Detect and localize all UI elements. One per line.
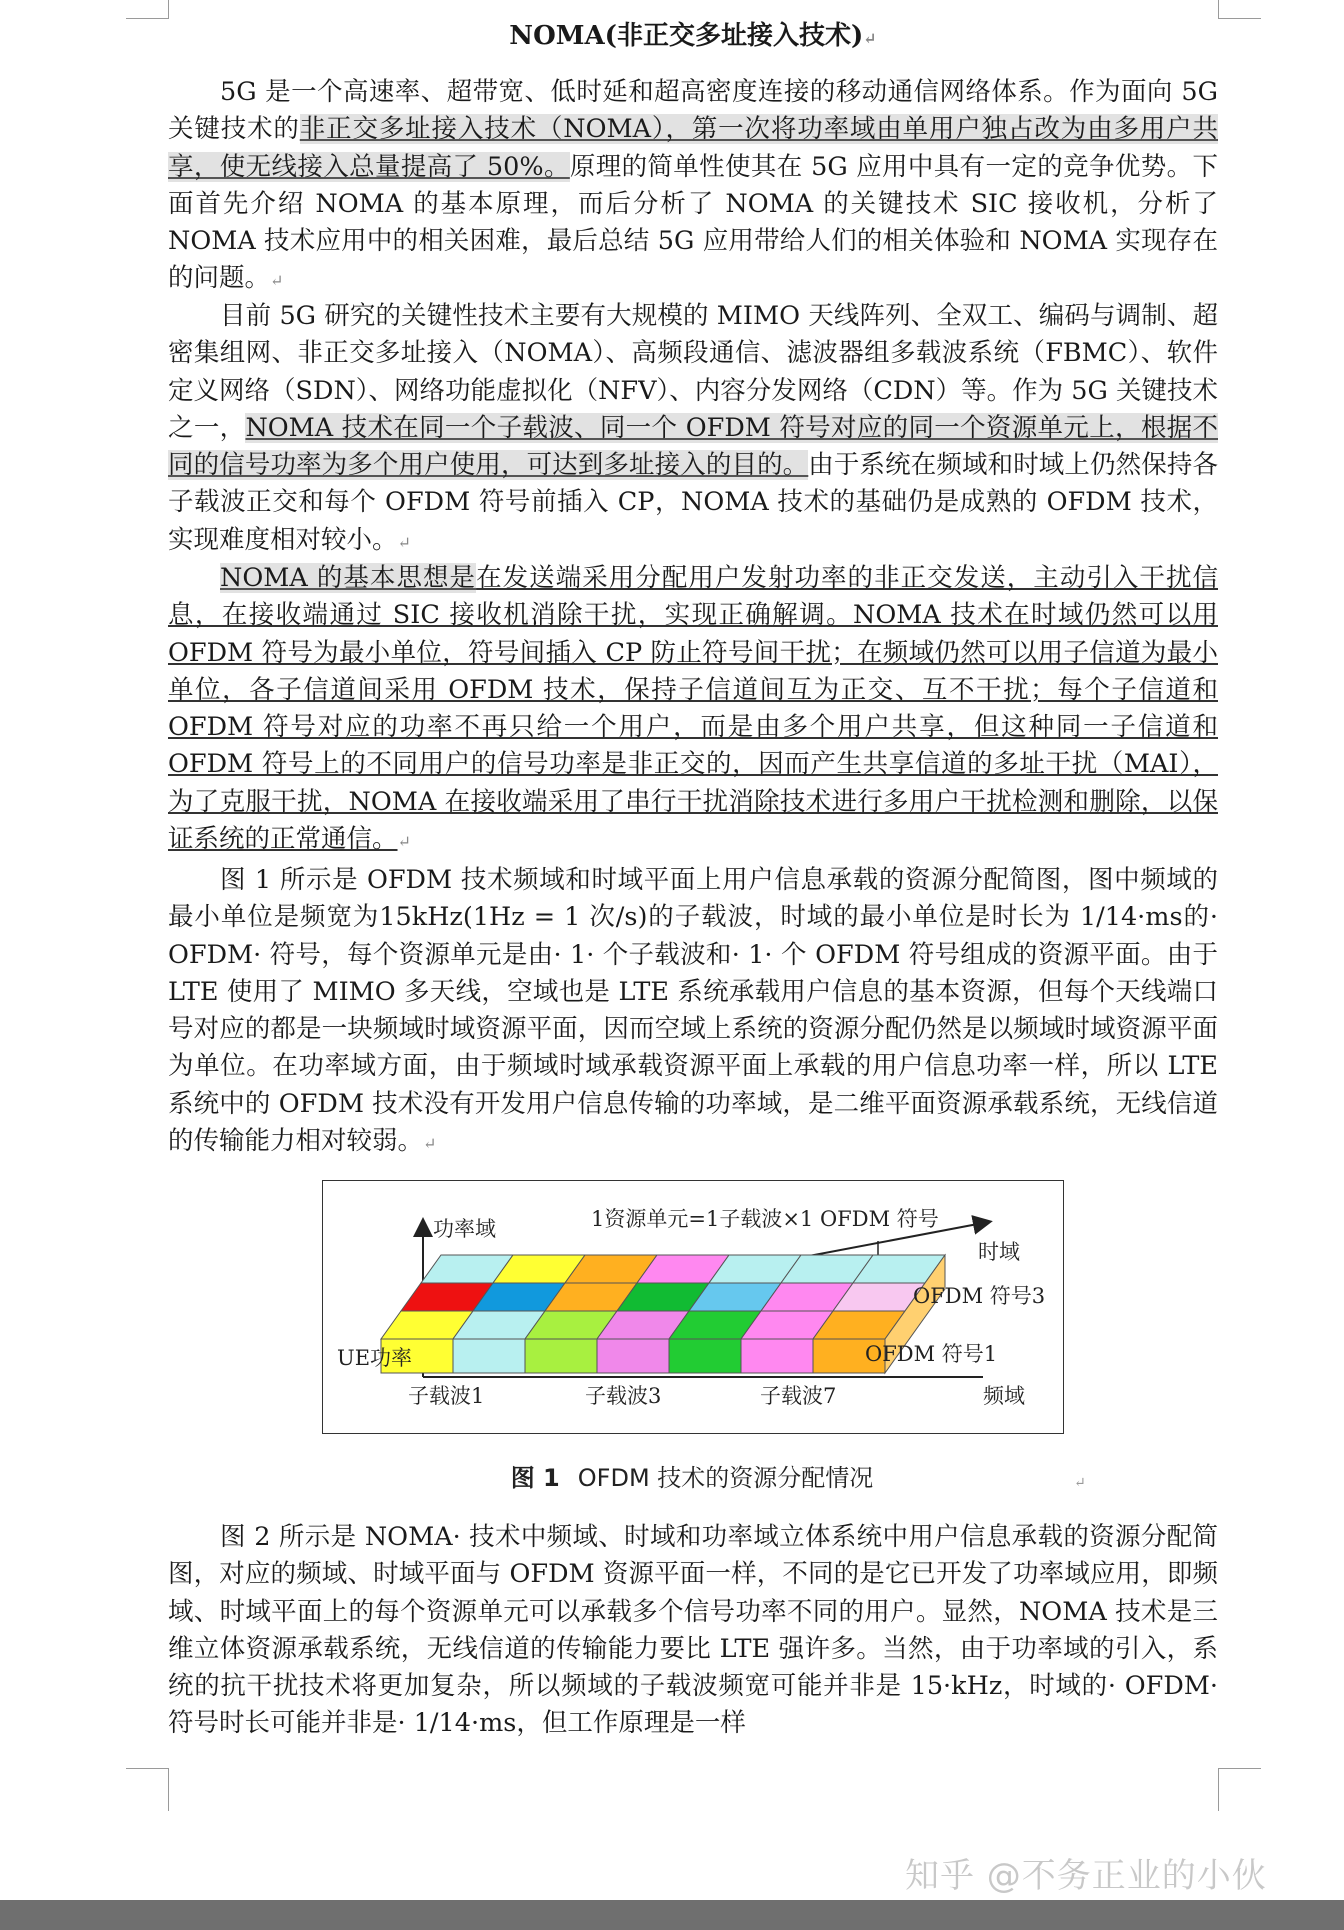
subcarrier-1-label: 子载波1	[408, 1384, 485, 1408]
paragraph-3: NOMA 的基本思想是在发送端采用分配用户发射功率的非正交发送，主动引入干扰信息，在接收端通过 SIC 接收机消除干扰，实现正确解调。NOMA 技术在时域仍然可以用 OFDM 符号为最小单位，符号间插入 CP 防止符号间干扰；在频域仍然可以用子信道为最小单位，各子信道间采用 OFDM 技术，保持子信道间互为正交、互不干扰；每个子信道和 OFDM 符号对应的功率不再只给一个用户，而是由多个用户共享，但这种同一子信道和 OFDM 符号上的不同用户的信号功率是非正交的，因而产生共享信道的多址干扰（MAI），为了克服干扰，NOMA 在接收端采用了串行干扰消除技术进行多用户干扰检测和删除，以保证系统的正常通信。↵	[168, 563, 1218, 855]
time-axis-label: 时域	[978, 1240, 1020, 1264]
freq-axis-label: 频域	[983, 1384, 1025, 1408]
page-corner-mark	[1218, 0, 1261, 19]
page-corner-mark	[1218, 1768, 1261, 1811]
resource-unit-front-face	[525, 1339, 597, 1373]
resource-grid-diagram	[323, 1181, 1063, 1433]
resource-grid	[381, 1255, 945, 1373]
subcarrier-7-label: 子载波7	[760, 1384, 837, 1408]
resource-unit-front-face	[669, 1339, 741, 1373]
resource-unit-front-face	[741, 1339, 813, 1373]
page-corner-mark	[126, 1768, 169, 1811]
watermark: 知乎 @不务正业的小伙	[905, 1856, 1267, 1896]
subcarrier-3-label: 子载波3	[585, 1384, 662, 1408]
underlined-text: 在发送端采用分配用户发射功率的非正交发送，主动引入干扰信息，在接收端通过 SIC 接收机消除干扰，实现正确解调。NOMA 技术在时域仍然可以用 OFDM 符号为最小单位，符号间插入 CP 防止符号间干扰；在频域仍然可以用子信道为最小单位，各子信道间采用 OFDM 技术，保持子信道间互为正交、互不干扰；每个子信道和 OFDM 符号对应的功率不再只给一个用户，而是由多个用户共享，但这种同一子信道和 OFDM 符号上的不同用户的信号功率是非正交的，因而产生共享信道的多址干扰（MAI），为了克服干扰，NOMA 在接收端采用了串行干扰消除技术进行多用户干扰检测和删除，以保证系统的正常通信。	[168, 563, 1218, 855]
highlighted-text: NOMA 的基本思想是	[220, 563, 477, 593]
document-title: NOMA(非正交多址接入技术)↵	[509, 21, 877, 51]
paragraph-1: 5G 是一个高速率、超带宽、低时延和超高密度连接的移动通信网络体系。作为面向 5G 关键技术的非正交多址接入技术（NOMA），第一次将功率域由单用户独占改为由多用户共享，使无线接入总量提高了 50%。原理的简单性使其在 5G 应用中具有一定的竞争优势。下面首先介绍 NOMA 的基本原理，而后分析了 NOMA 的关键技术 SIC 接收机，分析了 NOMA 技术应用中的相关困难，最后总结 5G 应用带给人们的相关体验和 NOMA 实现存在的问题。↵	[168, 77, 1218, 294]
paragraph-5: 图 2 所示是 NOMA· 技术中频域、时域和功率域立体系统中用户信息承载的资源分配简图，对应的频域、时域平面与 OFDM 资源平面一样，不同的是它已开发了功率域应用，即频域、时域平面上的每个资源单元可以承载多个信号功率不同的用户。显然，NOMA 技术是三维立体资源承载系统，无线信道的传输能力要比 LTE 强许多。当然，由于功率域的引入，系统的抗干扰技术将更加复杂，所以频域的子载波频宽可能并非是 15·kHz，时域的· OFDM· 符号时长可能并非是· 1/14·ms，但工作原理是一样	[168, 1522, 1218, 1739]
page-corner-mark	[126, 0, 169, 19]
figure-caption: 图 1 OFDM 技术的资源分配情况	[510, 1464, 874, 1492]
resource-unit-front-face	[453, 1339, 525, 1373]
power-axis-label: 功率域	[433, 1217, 496, 1241]
ofdm-symbol-3-label: OFDM 符号3	[913, 1284, 1046, 1308]
ue-power-label: UE功率	[337, 1346, 413, 1370]
paragraph-mark: ↵	[1074, 1475, 1086, 1491]
ofdm-symbol-1-label: OFDM 符号1	[865, 1342, 998, 1366]
paragraph-2: 目前 5G 研究的关键性技术主要有大规模的 MIMO 天线阵列、全双工、编码与调制、超密集组网、非正交多址接入（NOMA）、高频段通信、滤波器组多载波系统（FBMC）、软件定义网络（SDN）、网络功能虚拟化（NFV）、内容分发网络（CDN）等。作为 5G 关键技术之一，NOMA 技术在同一个子载波、同一个 OFDM 符号对应的同一个资源单元上，根据不同的信号功率为多个用户使用，可达到多址接入的目的。由于系统在频域和时域上仍然保持各子载波正交和每个 OFDM 符号前插入 CP，NOMA 技术的基础仍是成熟的 OFDM 技术，实现难度相对较小。↵	[168, 301, 1218, 555]
resource-unit-label: 1资源单元=1子载波×1 OFDM 符号	[591, 1207, 939, 1231]
bottom-scrollbar[interactable]	[0, 1900, 1344, 1930]
resource-unit-front-face	[597, 1339, 669, 1373]
paragraph-4: 图 1 所示是 OFDM 技术频域和时域平面上用户信息承载的资源分配简图，图中频域的最小单位是频宽为15kHz(1Hz = 1 次/s)的子载波，时域的最小单位是时长为 1/14·ms的· OFDM· 符号，每个资源单元是由· 1· 个子载波和· 1· 个 OFDM 符号组成的资源平面。由于 LTE 使用了 MIMO 多天线，空域也是 LTE 系统承载用户信息的基本资源，但每个天线端口号对应的都是一块频域时域资源平面，因而空域上系统的资源分配仍然是以频域时域资源平面为单位。在功率域方面，由于频域时域承载资源平面上承载的用户信息功率一样，所以 LTE 系统中的 OFDM 技术没有开发用户信息传输的功率域，是二维平面资源承载系统，无线信道的传输能力相对较弱。↵	[168, 865, 1218, 1157]
highlighted-text: 非正交多址接入技术（NOMA），第一次将功率域由单用户独占改为由多用户共享，使无线接入总量提高了 50%。	[168, 114, 1218, 182]
figure-ofdm-resource-grid	[322, 1180, 1064, 1434]
highlighted-text: NOMA 技术在同一个子载波、同一个 OFDM 符号对应的同一个资源单元上，根据不同的信号功率为多个用户使用，可达到多址接入的目的。	[168, 412, 1218, 481]
